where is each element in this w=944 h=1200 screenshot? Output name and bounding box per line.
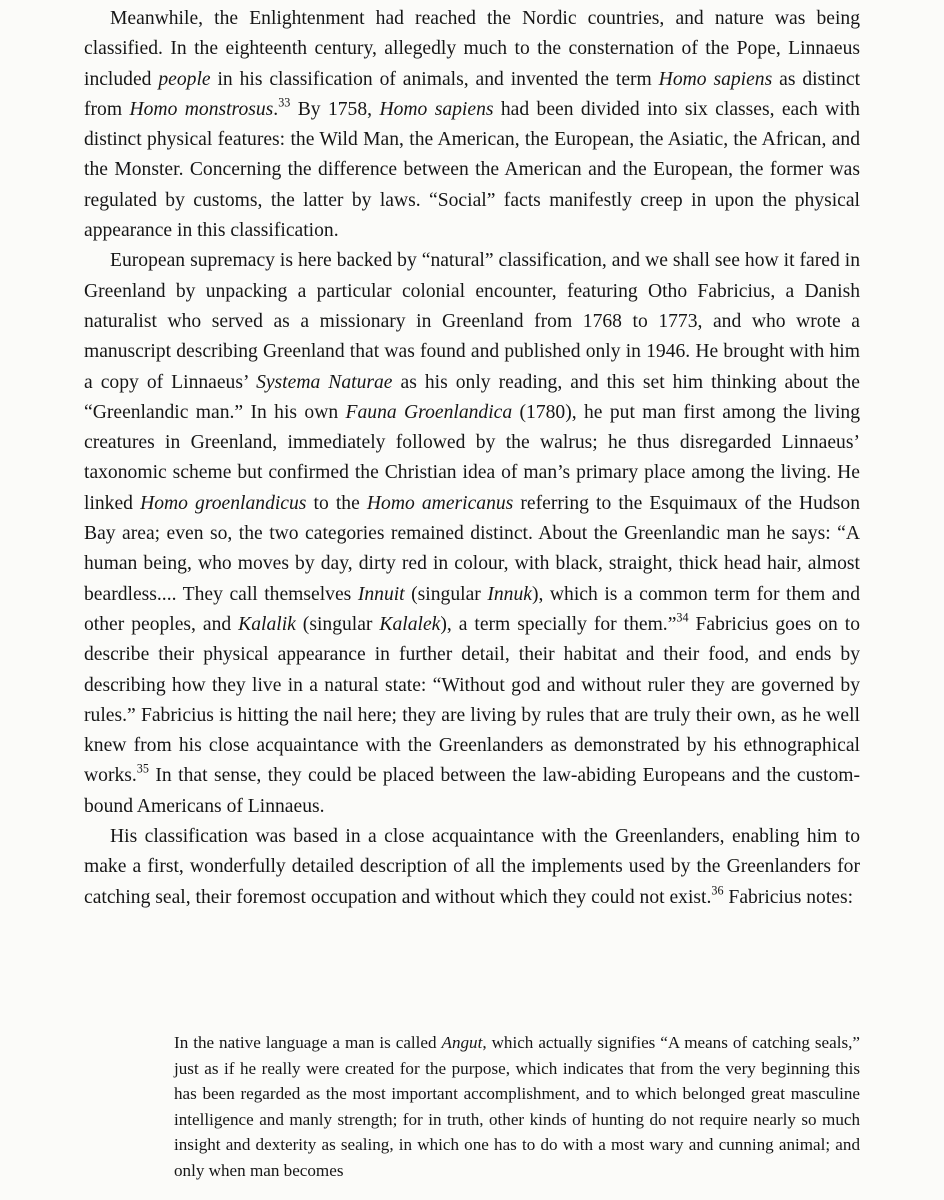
text-run: Meanwhile, the Enlightenment had reached the Nordic countries, and nature was being classified. In the eighteenth century, allegedly much to the consternation of the Pope, Linnaeus included <box>84 8 860 90</box>
italic-term: Innuk <box>487 583 532 605</box>
text-run: to the <box>306 492 367 514</box>
text-run: . <box>273 98 279 120</box>
italic-term: Kalalik <box>238 613 296 635</box>
text-run: (1780), he put man first among the living creatures in Greenland, immediately followed by the walrus; he thus disregarded Linnaeus’ taxonomic scheme but confirmed the Christian idea of man’s primary place among the living. He linked <box>84 401 860 514</box>
italic-term: Systema Naturae <box>256 371 393 393</box>
italic-term: Homo americanus <box>366 492 514 514</box>
footnote-marker: 36 <box>711 883 724 898</box>
text-run: In that sense, they could be placed between the law-abiding Europeans and the custom-bound Americans of Linnaeus. <box>84 765 860 817</box>
italic-term: Kalalek <box>379 613 441 635</box>
italic-term: Homo monstrosus <box>129 98 274 120</box>
paragraph-linnaeus-classification <box>84 4 860 246</box>
block-quote <box>174 1030 860 1184</box>
text-run: In the native language a man is called <box>174 1033 442 1052</box>
italic-term: Homo sapiens <box>379 98 494 120</box>
text-run: Fabricius goes on to describe their physical appearance in further detail, their habitat and their food, and ends by describing how they live in a natural state: “Without god and without ruler they are governed by rules.” Fabricius is hitting the nail here; they are living by rules that are truly their own, as he well knew from his close acquaintance with the Greenlanders as demonstrated by his ethnographical works. <box>84 613 861 787</box>
footnote-marker: 34 <box>676 610 689 625</box>
footnote-marker: 35 <box>136 761 149 776</box>
text-run: European supremacy is here backed by “natural” classification, and we shall see how it fared in Greenland by unpacking a particular colonial encounter, featuring Otho Fabricius, a Danish naturalist who served as a missionary in Greenland from 1768 to 1773, and who wrote a manuscript describing Greenland that was found and published only in 1946. He brought with him a copy of Linnaeus’ <box>84 250 860 393</box>
italic-term: Homo groenlandicus <box>140 492 307 514</box>
paragraph-fabricius-greenland <box>84 246 860 822</box>
italic-term: people <box>158 68 211 90</box>
text-run: as his only reading, and this set him thinking about the “Greenlandic man.” In his own <box>84 371 860 423</box>
text-run: referring to the Esquimaux of the Hudson Bay area; even so, the two categories remained distinct. About the Greenlandic man he says: “A human being, who moves by day, dirty red in colour, with black, straight, thick head hair, almost beardless.... They call themselves <box>84 492 860 605</box>
text-run: ), a term specially for them.” <box>440 613 677 635</box>
text-run: , which actually signifies “A means of catching seals,” just as if he really were created for the purpose, which indicates that from the very beginning this has been regarded as the most important accomplishment, and to which belonged great masculine intelligence and manly strength; for in truth, other kinds of hunting do not require nearly so much insight and dexterity as sealing, in which one has to do with a most wary and cunning animal; and only when man becomes <box>174 1033 860 1180</box>
italic-term: Homo sapiens <box>658 68 773 90</box>
italic-term: Angut <box>441 1033 483 1052</box>
footnote-marker: 33 <box>278 95 291 110</box>
text-run: as distinct from <box>84 68 861 120</box>
text-run: Fabricius notes: <box>723 886 854 908</box>
block-quote-text <box>174 1030 860 1184</box>
body-text <box>84 4 860 913</box>
text-run: (singular <box>404 583 488 605</box>
text-run: ), which is a common term for them and other peoples, and <box>84 583 860 635</box>
text-run: His classification was based in a close acquaintance with the Greenlanders, enabling him to make a first, wonderfully detailed description of all the implements used by the Greenlanders for catching seal, their foremost occupation and without which they could not exist. <box>84 826 860 908</box>
paragraph-seal-implements <box>84 822 860 913</box>
italic-term: Fauna Groenlandica <box>345 401 513 423</box>
italic-term: Innuit <box>357 583 405 605</box>
text-run: in his classification of animals, and invented the term <box>210 68 659 90</box>
text-run: had been divided into six classes, each with distinct physical features: the Wild Man, the American, the European, the Asiatic, the African, and the Monster. Concerning the difference between the American and the European, the former was regulated by customs, the latter by laws. “Social” facts manifestly creep in upon the physical appearance in this classification. <box>84 98 860 242</box>
text-run: (singular <box>295 613 380 635</box>
text-run: By 1758, <box>290 98 380 120</box>
